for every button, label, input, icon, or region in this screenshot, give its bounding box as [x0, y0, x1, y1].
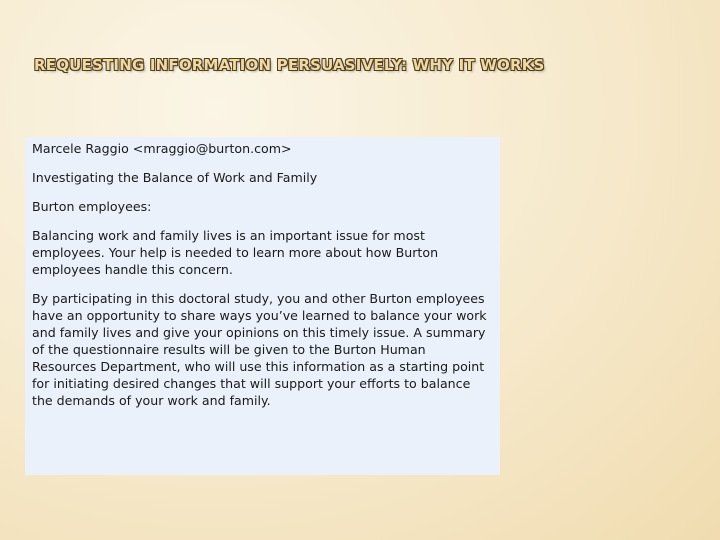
email-paragraph: By participating in this doctoral study, you and other Burton employees have an opportunity to share ways you’ve learned to balance your work and family lives and give your opinions on this timely issue. A summary of the questionnaire results will be given to the Burton Human Resources Department, who will use this information as a starting point for initiating desired changes that will support your efforts to balance the demands of your work and family. [32, 291, 487, 408]
slide-title: REQUESTING INFORMATION PERSUASIVELY: WHY IT WORKS [34, 56, 545, 74]
email-greeting: Burton employees: [32, 199, 152, 214]
email-message [25, 137, 500, 475]
email-subject: Investigating the Balance of Work and Family [32, 170, 318, 185]
email-from: Marcele Raggio <mraggio@burton.com> [32, 141, 292, 156]
email-paragraph: Balancing work and family lives is an important issue for most employees. Your help is needed to learn more about how Burton employees handle this concern. [32, 228, 439, 277]
